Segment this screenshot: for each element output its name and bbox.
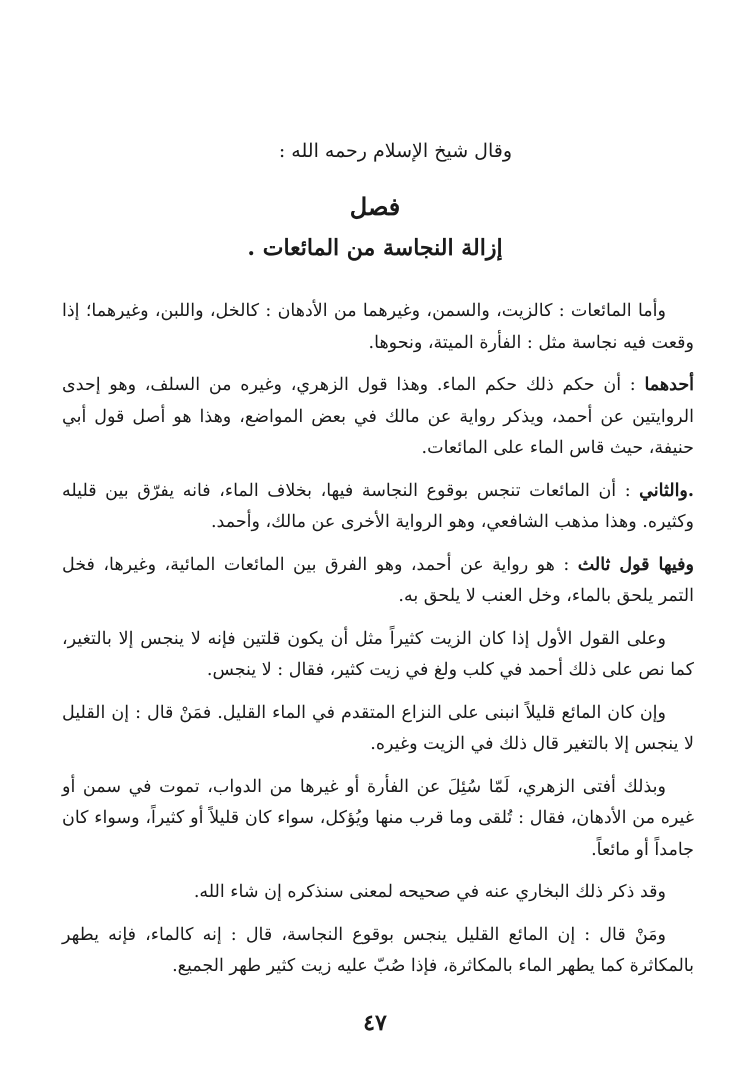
paragraph-lead: أحدهما bbox=[644, 375, 694, 395]
paragraph bbox=[62, 624, 694, 687]
paragraph-text: وعلى القول الأول إذا كان الزيت كثيراً مثل أن يكون قلتين فإنه لا ينجس إلا بالتغير، كما نص على ذلك أحمد في كلب ولغ في زيت كثير، فقال : لا ينجس. bbox=[62, 628, 694, 680]
paragraph-text: : أن حكم ذلك حكم الماء. وهذا قول الزهري، وغيره من السلف، وهو إحدى الروايتين عن أحمد، ويذكر رواية عن مالك في بعض المواضع، وهذا هو أصل قول أبي حنيفة، حيث قاس الماء على المائعات. bbox=[62, 375, 694, 458]
paragraph-text: ومَنْ قال : إن المائع القليل ينجس بوقوع النجاسة، قال : إنه كالماء، فإنه يطهر بالمكاثرة كما يطهر الماء بالمكاثرة، فإذا صُبّ عليه زيت كثير طهر الجميع. bbox=[62, 924, 694, 976]
paragraph bbox=[62, 370, 694, 465]
page-number: ٤٧ bbox=[363, 1010, 387, 1036]
paragraph bbox=[62, 877, 694, 909]
paragraph-text: وقد ذكر ذلك البخاري عنه في صحيحه لمعنى سنذكره إن شاء الله. bbox=[193, 882, 666, 902]
paragraph-lead: .والثاني bbox=[639, 480, 694, 501]
paragraph-text: وبذلك أفتى الزهري، لَمّا سُئِلَ عن الفأرة أو غيرها من الدواب، تموت في سمن أو غيره من الأدهان، فقال : تُلقى وما قرب منها ويُؤكل، سواء كان قليلاً أو كثيراً، وسواء كان جامداً أو مائعاً. bbox=[62, 776, 694, 860]
paragraph-text: وأما المائعات : كالزيت، والسمن، وغيرهما من الأدهان : كالخل، واللبن، وغيرهما؛ إذا وقعت فيه نجاسة مثل : الفأرة الميتة، ونحوها. bbox=[62, 301, 694, 353]
paragraph bbox=[62, 550, 694, 613]
paragraph bbox=[62, 476, 694, 539]
paragraph bbox=[62, 296, 694, 359]
paragraph-text: : أن المائعات تنجس بوقوع النجاسة فيها، بخلاف الماء، فانه يفرّق بين قليله وكثيره. وهذا مذهب الشافعي، وهو الرواية الأخرى عن مالك، وأحمد. bbox=[62, 480, 694, 532]
paragraph bbox=[62, 772, 694, 867]
paragraph-text: : هو رواية عن أحمد، وهو الفرق بين المائعات المائية، وغيرها، فخل التمر يلحق بالماء، وخل العنب لا يلحق به. bbox=[62, 554, 694, 606]
section-heading: فصل bbox=[349, 192, 401, 221]
paragraph bbox=[62, 698, 694, 761]
paragraph-lead: وفيها قول ثالث bbox=[577, 554, 694, 575]
body-text bbox=[62, 296, 694, 994]
section-subheading: إزالة النجاسة من المائعات . bbox=[247, 235, 503, 261]
paragraph-text: وإن كان المائع قليلاً انبنى على النزاع المتقدم في الماء القليل. فمَنْ قال : إن القليل لا ينجس إلا بالتغير قال ذلك في الزيت وغيره. bbox=[62, 702, 694, 754]
intro-line: وقال شيخ الإسلام رحمه الله : bbox=[278, 140, 512, 162]
paragraph bbox=[62, 920, 694, 983]
